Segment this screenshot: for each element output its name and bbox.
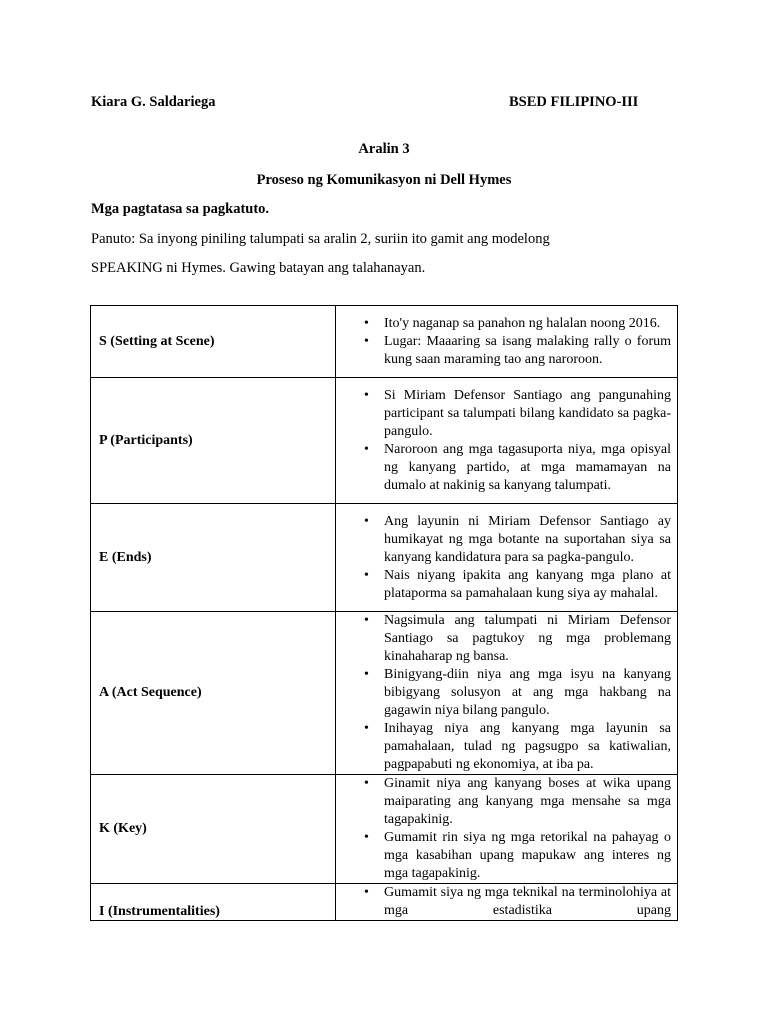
bullet-item: • Ito'y naganap sa panahon ng halalan noong 2016. (384, 315, 671, 333)
table-row-p (91, 378, 678, 504)
section-subheading: Mga pagtatasa sa pagkatuto. (91, 201, 270, 217)
row-label-s: S (Setting at Scene) (91, 306, 336, 378)
bullet-item: • Nagsimula ang talumpati ni Miriam Defensor Santiago sa pagtukoy ng mga problemang kinahaharap ng bansa. (384, 612, 671, 666)
bullet-list (336, 612, 677, 774)
instructions-line-2: SPEAKING ni Hymes. Gawing batayan ang talahanayan. (91, 260, 426, 276)
row-content-s (336, 306, 678, 378)
bullet-item: • Nais niyang ipakita ang kanyang mga plano at plataporma sa pamahalaan kung siya ay mahalal. (384, 567, 671, 603)
bullet-item: • Binigyang-diin niya ang mga isyu na kanyang bibigyang solusyon at ang mga hakbang na gagawin niya bilang pangulo. (384, 666, 671, 720)
bullet-item: • Ang layunin ni Miriam Defensor Santiago ay humikayat ng mga botante na suportahan siya sa kanyang kandidatura para sa pagka-pangulo. (384, 513, 671, 567)
instructions-line-1: Panuto: Sa inyong piniling talumpati sa aralin 2, suriin ito gamit ang modelong (91, 231, 550, 247)
bullet-item: • Gumamit rin siya ng mga retorikal na pahayag o mga kasabihan upang mapukaw ang interes ng mga tagapakinig. (384, 829, 671, 883)
row-label-i: I (Instrumentalities) (91, 884, 336, 921)
row-content-a (336, 612, 678, 775)
table-row-k (91, 775, 678, 884)
row-label-a: A (Act Sequence) (91, 612, 336, 775)
table-row-i (91, 884, 678, 921)
row-content-e (336, 504, 678, 612)
row-content-i (336, 884, 678, 921)
bullet-list (336, 387, 677, 495)
course-label: BSED FILIPINO-III (509, 94, 639, 110)
row-content-k (336, 775, 678, 884)
row-label-k: K (Key) (91, 775, 336, 884)
bullet-list (336, 513, 677, 603)
row-label-p: P (Participants) (91, 378, 336, 504)
bullet-item: • Gumamit siya ng mga teknikal na terminolohiya at mga estadistika upang (384, 884, 671, 920)
bullet-item: • Inihayag niya ang kanyang mga layunin sa pamahalaan, tulad ng pagsugpo sa katiwalian, pagpapabuti ng ekonomiya, at iba pa. (384, 720, 671, 774)
bullet-item: • Si Miriam Defensor Santiago ang pangunahing participant sa talumpati bilang kandidato sa pagka-pangulo. (384, 387, 671, 441)
table-row-a (91, 612, 678, 775)
bullet-list (336, 775, 677, 883)
bullet-list (336, 315, 677, 369)
bullet-item: • Lugar: Maaaring sa isang malaking rally o forum kung saan maraming tao ang naroroon. (384, 333, 671, 369)
table-row-e (91, 504, 678, 612)
bullet-item: • Ginamit niya ang kanyang boses at wika upang maiparating ang kanyang mga mensahe sa mga tagapakinig. (384, 775, 671, 829)
bullet-item: • Naroroon ang mga tagasuporta niya, mga opisyal ng kanyang partido, at mga mamamayan na dumalo at nakinig sa kanyang talumpati. (384, 441, 671, 495)
document-title: Proseso ng Komunikasyon ni Dell Hymes (256, 172, 512, 188)
speaking-table (90, 305, 678, 921)
bullet-list (336, 884, 677, 920)
table-row-s (91, 306, 678, 378)
row-label-e: E (Ends) (91, 504, 336, 612)
lesson-number: Aralin 3 (358, 141, 410, 157)
author-name: Kiara G. Saldariega (91, 94, 216, 110)
row-content-p (336, 378, 678, 504)
